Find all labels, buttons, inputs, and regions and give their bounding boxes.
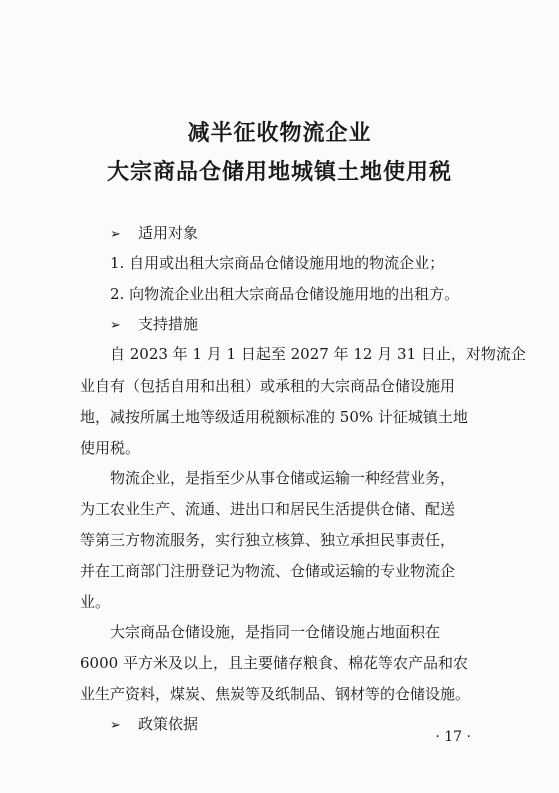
section-heading-measures [110,313,198,337]
section-heading-label: 政策依据 [138,715,199,733]
list-item: 1. 自用或出租大宗商品仓储设施用地的物流企业； [110,254,445,272]
arrow-bullet-icon: ➢ [110,227,121,242]
section-heading-label: 适用对象 [138,224,199,242]
section-heading-scope [110,222,198,246]
paragraph-line: 业。 [80,593,111,611]
arrow-bullet-icon: ➢ [110,318,121,333]
paragraph-line: 自 2023 年 1 月 1 日起至 2027 年 12 月 31 日止，对物流企 [110,345,526,363]
paragraph-line: 地，减按所属土地等级适用税额标准的 50% 计征城镇土地 [80,408,468,426]
paragraph-line: 大宗商品仓储设施，是指同一仓储设施占地面积在 [110,623,441,641]
paragraph-line: 物流企业，是指至少从事仓储或运输一种经营业务， [110,469,456,487]
arrow-bullet-icon: ➢ [110,718,121,733]
section-heading-label: 支持措施 [138,315,199,333]
page-title-line-1: 减半征收物流企业 [187,121,372,146]
paragraph-line: 业生产资料，煤炭、焦炭等及纸制品、钢材等的仓储设施。 [80,685,471,703]
paragraph-line: 为工农业生产、流通、进出口和居民生活提供仓储、配送 [80,500,456,518]
page-title-line-2: 大宗商品仓储用地城镇土地使用税 [106,160,452,185]
section-heading-policy [110,713,198,737]
paragraph-line: 并在工商部门注册登记为物流、仓储或运输的专业物流企 [80,562,456,580]
paragraph-line: 业自有（包括自用和出租）或承租的大宗商品仓储设施用 [80,377,456,395]
page-number: · 17 · [435,729,471,745]
paragraph-line: 等第三方物流服务，实行独立核算、独立承担民事责任， [80,531,456,549]
paragraph-line: 使用税。 [80,439,141,457]
list-item: 2. 向物流企业出租大宗商品仓储设施用地的出租方。 [110,285,460,303]
paragraph-line: 6000 平方米及以上，且主要储存粮食、棉花等农产品和农 [80,654,468,672]
